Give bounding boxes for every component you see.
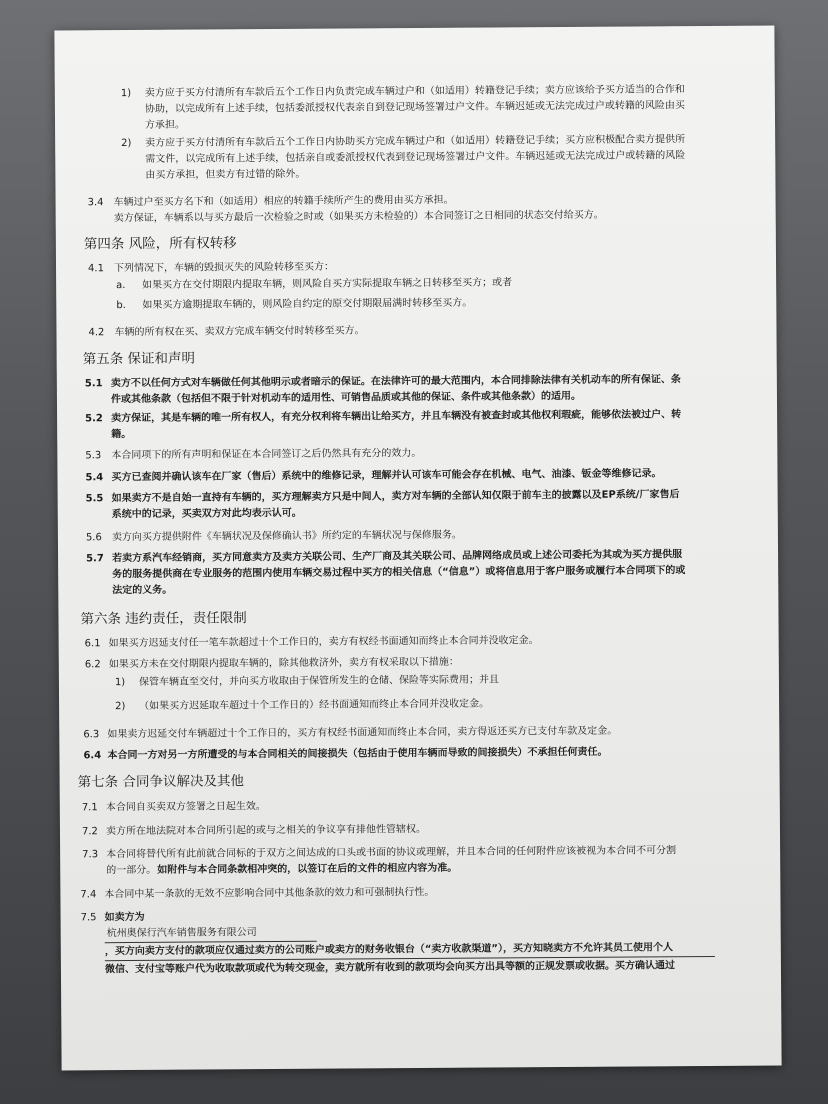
contract-page — [54, 25, 781, 1070]
clause-text: 需文件，以完成所有上述手续，包括亲自或委派授权代表到登记现场签署过户文件。车辆迟延或无法完成过户或转籍的风险 — [145, 150, 686, 165]
clause-text: 下列情况下，车辆的毁损灭失的风险转移至买方： — [114, 261, 335, 275]
clause-text: 务的服务提供商在专业服务的范围内使用车辆交易过程中买方的相关信息（“信息”）或将信息用于客户服务或履行本合同项下的或 — [112, 565, 686, 581]
clause-number: 7.3 — [82, 849, 99, 861]
clause-text: 卖方向买方提供附件《车辆状况及保修确认书》所约定的车辆状况与保修服务。 — [111, 529, 462, 544]
clause-text: 如果卖方不是自始一直持有车辆的，买方理解卖方只是中间人，卖方对车辆的全部认知仅限于前车主的披露以及EP系统/厂家售后 — [111, 489, 680, 505]
clause-text: 法定的义务。 — [112, 584, 173, 597]
signature-underline — [105, 941, 317, 943]
clause-number: 7.1 — [81, 802, 98, 814]
article-heading: 第七条 合同争议解决及其他 — [77, 773, 244, 791]
clause-text: 买方已查阅并确认该车在厂家（售后）系统中的维修记录，理解并认可该车可能会存在机械、电气、油漆、钣金等维修记录。 — [111, 468, 662, 484]
clause-number: 5.4 — [85, 472, 104, 484]
clause-number: 5.5 — [85, 493, 104, 505]
item-number: 1) — [120, 87, 132, 100]
clause-text: 卖方所在地法院对本合同所引起的或与之相关的争议享有排他性管辖权。 — [105, 823, 427, 838]
clause-text: 的一部分。 — [106, 864, 157, 877]
clause-text: （如果买方迟延取车超过十个工作日的）经书面通知而终止本合同并没收定金。 — [139, 698, 490, 712]
clause-number: 6.1 — [84, 638, 101, 650]
clause-number: 5.6 — [85, 532, 102, 544]
clause-number: 3.4 — [87, 197, 104, 209]
article-heading: 第六条 违约责任，责任限制 — [80, 610, 247, 628]
clause-text: 卖方应于买方付清所有车款后五个工作日内协助买方完成车辆过户和（如适用）转籍登记手续；买方应积极配合卖方提供所 — [145, 134, 686, 149]
clause-text: 卖方不以任何方式对车辆做任何其他明示或者暗示的保证。在法律许可的最大范围内，本合同排除法律有关机动车的所有保证、条 — [110, 374, 681, 390]
clause-number: 7.2 — [81, 826, 98, 838]
clause-text: 本合同一方对另一方所遭受的与本合同相关的间接损失（包括由于使用车辆而导致的间接损失）不承担任何责任。 — [107, 746, 608, 762]
clause-text: 如果买方在交付期限内提取车辆，则风险自买方实际提取车辆之日转移至买方；或者 — [142, 277, 513, 291]
item-number: 1) — [114, 677, 126, 689]
clause-text: 本合同中某一条款的无效不应影响合同中其他条款的效力和可强制执行性。 — [104, 886, 435, 901]
article-heading: 第四条 风险，所有权转移 — [83, 235, 237, 253]
clause-text: 协助，以完成所有上述手续，包括委派授权代表亲自到登记现场签署过户文件。车辆迟延或无法完成过户或转籍的风险由买 — [144, 100, 685, 115]
clause-text: 本合同项下的所有声明和保证在本合同签订之后仍然具有充分的效力。 — [111, 447, 422, 462]
clause-text: 本合同自买卖双方签署之日起生效。 — [105, 801, 266, 814]
article-heading: 第五条 保证和声明 — [82, 350, 196, 368]
clause-number: 7.4 — [80, 889, 97, 901]
contract-content — [54, 25, 781, 1070]
clause-text: 由买方承担，但卖方有过错的除外。 — [145, 168, 306, 181]
clause-number: 6.2 — [84, 659, 101, 671]
seller-company-name: 杭州奥保行汽车销售服务有限公司 — [106, 927, 257, 940]
clause-text: 件或其他条款（包括但不限于针对机动车的适用性、可销售品质或其他的保证、条件或其他条款）的适用。 — [110, 390, 581, 406]
clause-text: ，买方向卖方支付的款项应仅通过卖方的公司账户或卖方的财务收银台（“卖方收款渠道”），买方知晓卖方不允许其员工使用个人 — [104, 942, 673, 958]
clause-number: 7.5 — [80, 912, 97, 924]
clause-text: 方承担。 — [145, 119, 186, 131]
clause-number: 6.3 — [83, 729, 100, 741]
clause-number: 5.1 — [84, 378, 103, 390]
item-number: 2) — [115, 701, 126, 713]
clause-text: 若卖方系汽车经销商，买方同意卖方及卖方关联公司、生产厂商及其关联公司、品牌网络成员或上述公司委托为其或为买方提供服 — [112, 549, 683, 565]
clause-text: 微信、支付宝等账户代为收取款项或代为转交现金，卖方就所有收到的款项均会向买方出具等额的正规发票或收据。买方确认通过 — [104, 960, 675, 976]
clause-text: 系统中的记录，买卖双方对此均表示认可。 — [111, 507, 302, 521]
item-number: b. — [116, 300, 126, 312]
clause-text: 如果买方未在交付期限内提取车辆的，除其他救济外，卖方有权采取以下措施： — [108, 656, 459, 671]
clause-text: 如附件与本合同条款相冲突的，以签订在后的文件的相应内容为准。 — [157, 862, 458, 876]
clause-number: 5.3 — [85, 450, 102, 462]
clause-text: 如果买方逾期提取车辆的，则风险自约定的原交付期限届满时转移至买方。 — [142, 297, 473, 311]
clause-text: 车辆过户至买方名下和（如适用）相应的转籍手续所产生的费用由买方承担。 — [113, 194, 454, 209]
clause-number: 5.2 — [85, 413, 103, 425]
clause-text: 卖方保证，其是车辆的唯一所有权人，有充分权利将车辆出让给买方，并且车辆没有被查封或其他权利瑕疵，能够依法被过户、转 — [111, 409, 682, 425]
clause-text: 籍。 — [111, 428, 132, 441]
clause-text: 如卖方为 — [104, 911, 145, 924]
clause-text: 如果买方迟延支付任一笔车款超过十个工作日的，卖方有权经书面通知而终止本合同并没收定金。 — [108, 635, 539, 650]
clause-text: 车辆的所有权在买、卖双方完成车辆交付时转移至买方。 — [114, 325, 365, 339]
clause-number: 4.1 — [88, 263, 104, 275]
item-number: a. — [116, 280, 126, 292]
clause-text: 本合同将替代所有此前就合同标的于双方之间达成的口头或书面的协议或理解，并且本合同的任何附件应该被视为本合同不可分割 — [106, 845, 677, 861]
clause-number: 6.4 — [83, 750, 102, 762]
clause-text: 卖方应于买方付清所有车款后五个工作日内负责完成车辆过户和（如适用）转籍登记手续；卖方应该给予买方适当的合作和 — [144, 84, 685, 99]
item-number: 2) — [121, 137, 132, 150]
clause-text: 如果卖方迟延交付车辆超过十个工作日的，买方有权经书面通知而终止本合同，卖方得返还买方已支付车款及定金。 — [107, 725, 618, 741]
clause-number: 5.7 — [86, 553, 104, 565]
clause-text: 卖方保证，车辆系以与买方最后一次检验之时或（如果买方未检验的）本合同签订之日相同的状态交付给买方。 — [113, 209, 604, 225]
clause-number: 4.2 — [88, 327, 105, 339]
clause-text: 保管车辆直至交付，并向买方收取由于保管所发生的仓储、保险等实际费用；并且 — [138, 674, 499, 688]
